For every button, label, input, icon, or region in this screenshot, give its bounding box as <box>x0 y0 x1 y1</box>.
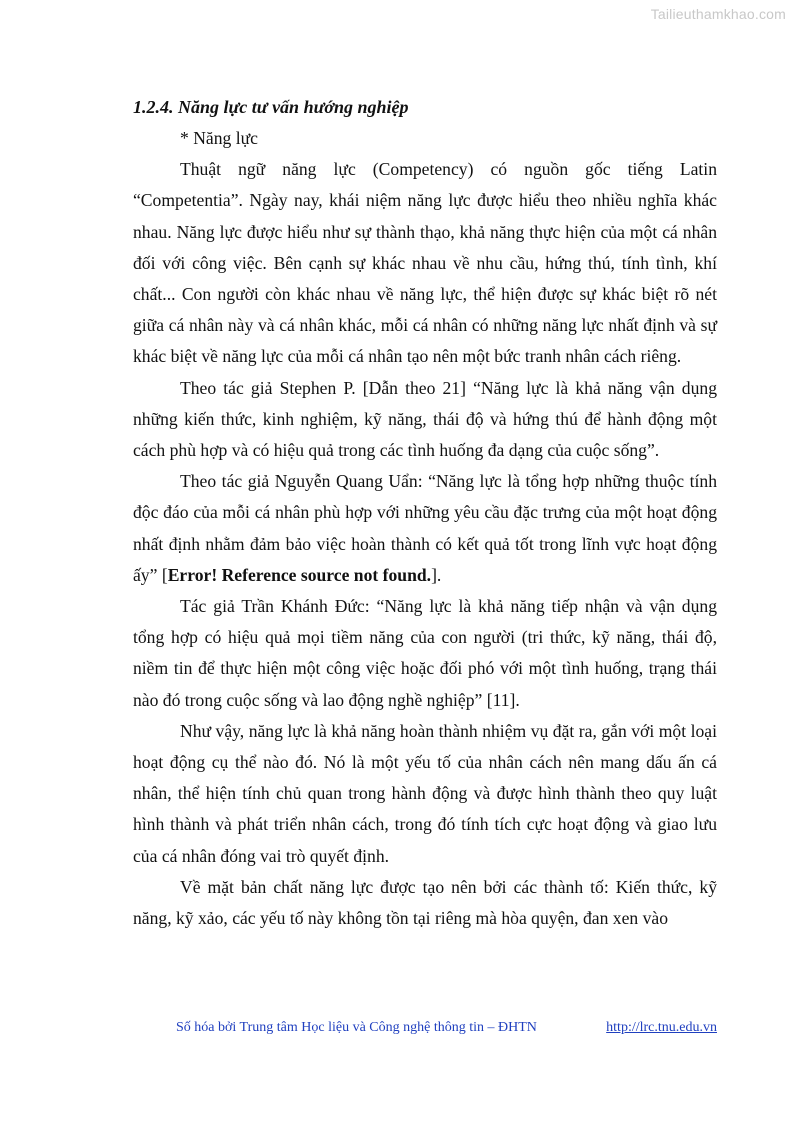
document-body <box>133 92 717 934</box>
page-footer <box>176 1020 717 1036</box>
subheading: * Năng lực <box>180 128 258 148</box>
section-heading: 1.2.4. Năng lực tư vấn hướng nghiệp <box>133 97 409 117</box>
reference-error: Error! Reference source not found. <box>167 564 432 585</box>
paragraph-3-end: ]. <box>431 564 442 585</box>
paragraph-3-text: Theo tác giả Nguyễn Quang Uẩn: “Năng lực là tổng hợp những thuộc tính độc đáo của mỗi cá nhân phù hợp với những yêu cầu đặc trưng của một hoạt động nhất định nhằm đảm bảo việc hoàn thành có kết quả tốt trong lĩnh vực hoạt động ấy” [ <box>133 471 717 585</box>
paragraph-2: Theo tác giả Stephen P. [Dẫn theo 21] “Năng lực là khả năng vận dụng những kiến thức, kinh nghiệm, kỹ năng, thái độ và hứng thú để hành động một cách phù hợp và có hiệu quả trong các tình huống đa dạng của cuộc sống”. <box>133 377 717 461</box>
paragraph-4: Tác giả Trần Khánh Đức: “Năng lực là khả năng tiếp nhận và vận dụng tổng hợp có hiệu quả mọi tiềm năng của con người (tri thức, kỹ năng, thái độ, niềm tin để thực hiện một công việc hoặc đối phó với một tình huống, trạng thái nào đó trong cuộc sống và lao động nghề nghiệp” [11]. <box>133 596 717 710</box>
paragraph-1: Thuật ngữ năng lực (Competency) có nguồn gốc tiếng Latin “Competentia”. Ngày nay, khái niệm năng lực được hiểu theo nhiều nghĩa khác nhau. Năng lực được hiểu như sự thành thạo, khả năng thực hiện của một cá nhân đối với công việc. Bên cạnh sự khác nhau về nhu cầu, hứng thú, tính tình, khí chất... Con người còn khác nhau về năng lực, thể hiện được sự khác biệt rõ nét giữa cá nhân này và cá nhân khác, mỗi cá nhân có những năng lực nhất định và sự khác biệt về năng lực của mỗi cá nhân tạo nên một bức tranh nhân cách riêng. <box>133 159 717 367</box>
paragraph-6: Về mặt bản chất năng lực được tạo nên bởi các thành tố: Kiến thức, kỹ năng, kỹ xảo, các yếu tố này không tồn tại riêng mà hòa quyện, đan xen vào <box>133 876 717 929</box>
footer-credit: Số hóa bởi Trung tâm Học liệu và Công nghệ thông tin – ĐHTN <box>176 1020 537 1035</box>
watermark: Tailieuthamkhao.com <box>650 6 786 22</box>
paragraph-3 <box>133 466 717 591</box>
paragraph-5: Như vậy, năng lực là khả năng hoàn thành nhiệm vụ đặt ra, gắn với một loại hoạt động cụ thể nào đó. Nó là một yếu tố của nhân cách nên mang dấu ấn cá nhân, thể hiện tính chủ quan trong hành động và được hình thành theo quy luật hình thành và phát triển nhân cách, trong đó tính tích cực hoạt động và giao lưu của cá nhân đóng vai trò quyết định. <box>133 720 717 866</box>
footer-link[interactable]: http://lrc.tnu.edu.vn <box>606 1020 717 1035</box>
